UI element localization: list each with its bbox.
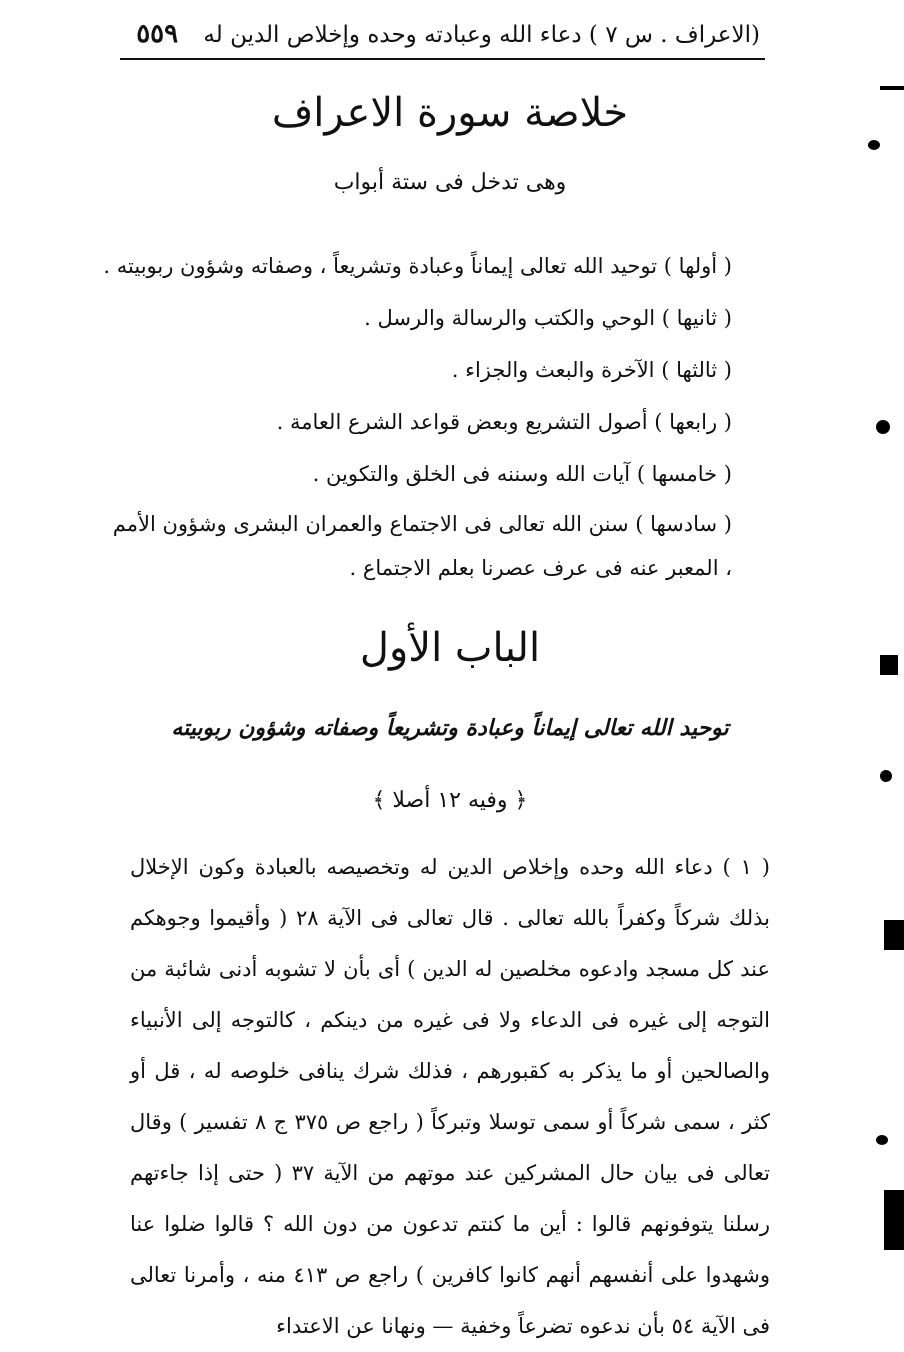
- section-item: ( أولها ) توحيد الله تعالى إيماناً وعبادة وتشريعاً ، وصفاته وشؤون ربوبيته .: [103, 254, 732, 278]
- edge-mark: [880, 86, 904, 90]
- running-title: (الاعراف . س ٧ ) دعاء الله وعبادته وحده وإخلاص الدين له: [203, 22, 760, 48]
- chapter-count: ﴿ وفيه ١٢ أصلا ﴾: [372, 788, 528, 813]
- edge-mark: [880, 770, 892, 782]
- chapter-subtitle: توحيد الله تعالى إيماناً وعبادة وتشريعاً وصفاته وشؤون ربوبيته: [171, 715, 729, 741]
- section-item: ( خامسها ) آيات الله وسننه فى الخلق والتكوين .: [312, 462, 732, 486]
- edge-mark: [880, 655, 898, 675]
- edge-mark: [884, 1190, 904, 1250]
- section-item: ( ثالثها ) الآخرة والبعث والجزاء .: [451, 358, 732, 382]
- edge-mark: [876, 1135, 888, 1145]
- sections-list: [103, 240, 732, 590]
- body-paragraph: ( ١ ) دعاء الله وحده وإخلاص الدين له وتخصيصه بالعبادة وكون الإخلال بذلك شركاً وكفراً بالله تعالى . قال تعالى فى الآية ٢٨ ( وأقيموا وجوهكم عند كل مسجد وادعوه مخلصين له الدين ) أى بأن لا تشوبه أدنى شائبة من التوجه إلى غيره فى الدعاء ولا فى غيره من دينكم ، كالتوجه إلى الأنبياء والصالحين أو ما يذكر به كقبورهم ، فذلك شرك ينافى خلوصه له ، قل أو كثر ، سمى شركاً أو سمى توسلا وتبركاً ( راجع ص ٣٧٥ ج ٨ تفسير ) وقال تعالى فى بيان حال المشركين عند موتهم من الآية ٣٧ ( حتى إذا جاءتهم رسلنا يتوفونهم قالوا : أين ما كنتم تدعون من دون الله ؟ قالوا ضلوا عنا وشهدوا على أنفسهم أنهم كانوا كافرين ) راجع ص ٤١٣ منه ، وأمرنا تعالى فى الآية ٥٤ بأن ندعوه تضرعاً وخفية — ونهانا عن الاعتداء: [130, 855, 771, 1338]
- summary-title: خلاصة سورة الاعراف: [271, 90, 629, 136]
- edge-mark: [876, 420, 890, 434]
- summary-subtitle: وهى تدخل فى ستة أبواب: [333, 170, 567, 195]
- section-item: ( ثانيها ) الوحي والكتب والرسالة والرسل .: [364, 306, 732, 330]
- chapter-title: الباب الأول: [359, 625, 541, 671]
- page-number: ٥٥٩: [136, 19, 179, 49]
- edge-mark: [884, 920, 904, 950]
- section-item: ( رابعها ) أصول التشريع وبعض قواعد الشرع العامة .: [276, 410, 732, 434]
- header-rule: [120, 58, 765, 60]
- section-item: ( سادسها ) سنن الله تعالى فى الاجتماع والعمران البشرى وشؤون الأمم ، المعبر عنه فى عرف عصرنا بعلم الاجتماع .: [112, 512, 732, 580]
- running-header: [120, 14, 760, 54]
- edge-mark: [868, 140, 880, 150]
